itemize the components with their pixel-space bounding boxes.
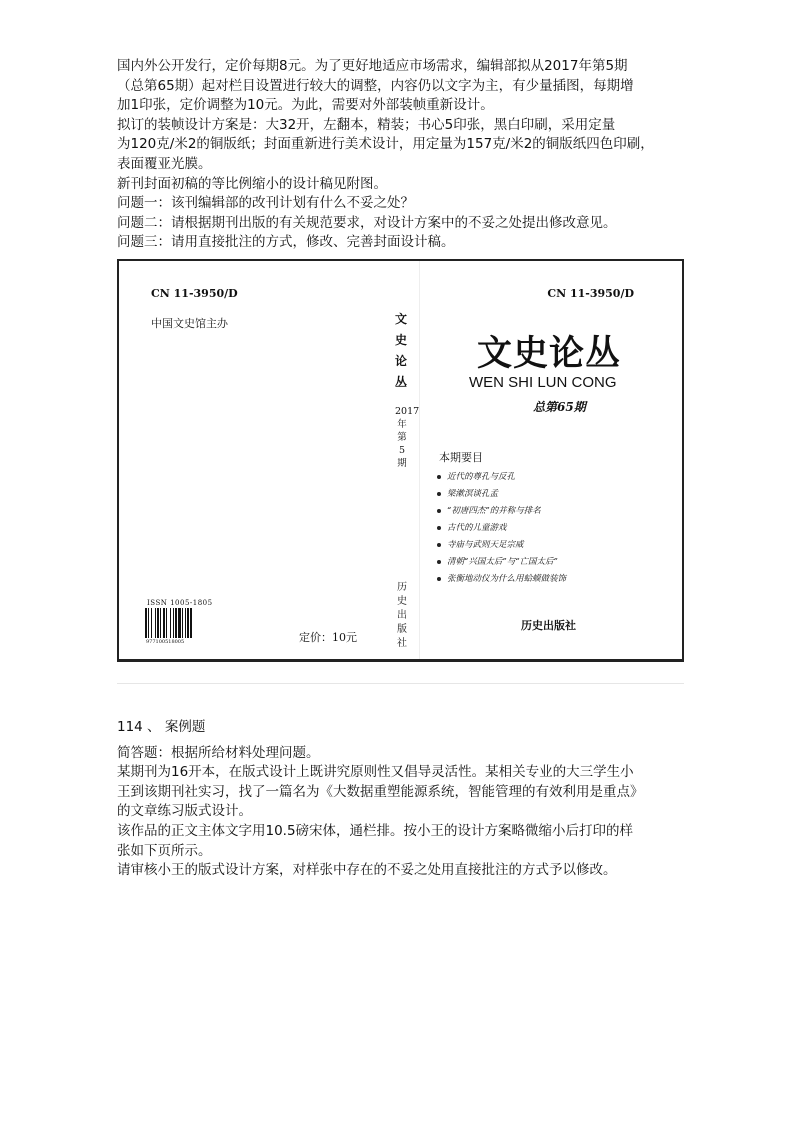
barcode-bar <box>178 608 181 638</box>
barcode-bar <box>187 608 189 638</box>
toc-item-text: 梁漱溟谈孔孟 <box>447 489 499 499</box>
barcode-bar <box>185 608 186 638</box>
barcode-bar <box>160 608 161 638</box>
question-number: 114 、 案例题 <box>117 719 206 735</box>
bullet-icon <box>437 560 441 564</box>
barcode-icon <box>145 608 205 640</box>
barcode-bar <box>157 608 159 638</box>
text-line: 张如下页所示。 <box>117 842 212 859</box>
text-line: （总第65期）起对栏目设置进行较大的调整，内容仍以文字为主，有少量插图，每期增 <box>117 77 634 94</box>
text-line: 王到该期刊社实习，找了一篇名为《大数据重塑能源系统，智能管理的有效利用是重点》 <box>117 783 644 800</box>
toc-item <box>437 537 566 554</box>
toc-item-text: 清朝“兴国太后”与“亡国太后” <box>447 557 558 567</box>
publisher-text: 历史出版社 <box>521 619 576 632</box>
case-text <box>117 718 697 881</box>
barcode-number: 977100518005 <box>146 639 185 645</box>
barcode-bar <box>166 608 167 638</box>
text-line: 问题三：请用直接批注的方式，修改、完善封面设计稿。 <box>117 234 455 251</box>
barcode-bar <box>151 608 152 638</box>
barcode-bar <box>145 608 147 638</box>
cn-number-front: CN 11-3950/D <box>547 287 634 300</box>
spine-issue: 2017年第5期 <box>395 406 420 469</box>
price-text: 定价：10元 <box>299 631 357 644</box>
text-line: 的文章练习版式设计。 <box>117 803 252 820</box>
toc-item-text: 寺庙与武则天足宗威 <box>447 540 524 550</box>
text-line: 拟订的装帧设计方案是：大32开，左翻本，精装；书心5印张，黑白印刷，采用定量 <box>117 116 616 133</box>
toc-item-text: 近代的尊孔与反孔 <box>447 472 516 482</box>
bullet-icon <box>437 577 441 581</box>
spine-title: 文史论丛 <box>394 312 407 389</box>
text-line: 表面覆亚光膜。 <box>117 155 212 172</box>
barcode-bar <box>148 608 149 638</box>
issn-text: ISSN 1005-1805 <box>147 599 213 607</box>
cover-title: 文史论丛 <box>477 333 622 374</box>
toc-item-text: 张衡地动仪为什么用蛤蟆做装饰 <box>447 574 567 584</box>
toc-item-text: 古代的儿童游戏 <box>447 523 507 533</box>
barcode-bar <box>190 608 192 638</box>
text-line: 国内外公开发行，定价每期8元。为了更好地适应市场需求，编辑部拟从2017年第5期 <box>117 58 628 74</box>
barcode-bar <box>182 608 183 638</box>
bullet-icon <box>437 492 441 496</box>
toc-item <box>437 520 566 537</box>
text-line: 某期刊为16开本，在版式设计上既讲究原则性又倡导灵活性。某相关专业的大三学生小 <box>117 764 634 781</box>
text-line: 简答题：根据所给材料处理问题。 <box>117 744 320 761</box>
barcode-bar <box>170 608 171 638</box>
barcode-bar <box>173 608 174 638</box>
spine-divider <box>419 261 420 659</box>
text-line: 该作品的正文主体文字用10.5磅宋体，通栏排。按小王的设计方案略微缩小后打印的样 <box>117 822 634 839</box>
toc-item <box>437 486 566 503</box>
toc-item <box>437 469 566 486</box>
toc-item-text: “初唐四杰”的并称与排名 <box>447 506 541 516</box>
cover-pinyin: WEN SHI LUN CONG <box>469 374 617 391</box>
bullet-icon <box>437 509 441 513</box>
bullet-icon <box>437 543 441 547</box>
text-line: 为120克/米2的铜版纸；封面重新进行美术设计，用定量为157克/米2的铜版纸四色印刷， <box>117 136 654 153</box>
barcode-bar <box>155 608 156 638</box>
toc-heading: 本期要目 <box>439 451 483 464</box>
toc-list <box>437 469 566 588</box>
text-line: 新刊封面初稿的等比例缩小的设计稿见附图。 <box>117 175 387 192</box>
sponsor-text: 中国文史馆主办 <box>151 317 228 330</box>
barcode-bar <box>163 608 165 638</box>
barcode-bar <box>175 608 177 638</box>
cover-design-figure <box>117 259 684 662</box>
bullet-icon <box>437 526 441 530</box>
toc-item <box>437 571 566 588</box>
spine-publisher: 历史出版社 <box>397 582 407 649</box>
text-line: 问题二：请根据期刊出版的有关规范要求，对设计方案中的不妥之处提出修改意见。 <box>117 214 617 231</box>
toc-item <box>437 554 566 571</box>
bullet-icon <box>437 475 441 479</box>
text-line: 问题一：该刊编辑部的改刊计划有什么不妥之处？ <box>117 195 414 212</box>
intro-text <box>117 57 697 253</box>
text-line: 加1印张，定价调整为10元。为此，需要对外部装帧重新设计。 <box>117 97 494 114</box>
text-line: 请审核小王的版式设计方案，对样张中存在的不妥之处用直接批注的方式予以修改。 <box>117 862 617 879</box>
toc-item <box>437 503 566 520</box>
total-issue: 总第65期 <box>533 400 586 414</box>
cn-number-back: CN 11-3950/D <box>151 287 238 300</box>
section-divider <box>117 683 684 684</box>
